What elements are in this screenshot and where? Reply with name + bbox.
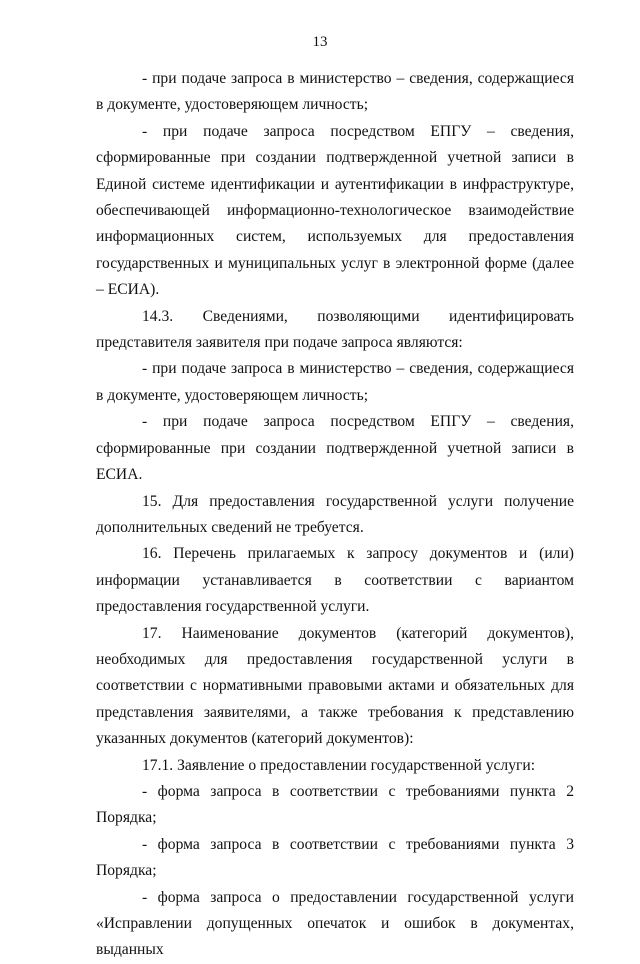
paragraph-14-3: 14.3. Сведениями, позволяющими идентифицировать представителя заявителя при подаче запроса являются: xyxy=(96,307,574,352)
paragraph-15: 15. Для предоставления государственной услуги получение дополнительных сведений не требуется. xyxy=(96,492,574,536)
paragraph-16: 16. Перечень прилагаемых к запросу документов и (или) информации устанавливается в соответствии с вариантом предоставления государственной услуги. xyxy=(96,545,574,616)
paragraph-bullet-epgu-representative: - при подаче запроса посредством ЕПГУ – сведения, сформированные при создании подтвержденной учетной записи в ЕСИА. xyxy=(96,413,574,484)
paragraph-17: 17. Наименование документов (категорий документов), необходимых для предоставления государственной услуги в соответствии с нормативными правовыми актами и обязательных для представления заявителями, а также требования к представлению указанных документов (категорий документов): xyxy=(96,624,574,748)
page-number: 13 xyxy=(312,34,328,50)
paragraph-bullet-form-point-3: - форма запроса в соответствии с требованиями пункта 3 Порядка; xyxy=(96,835,574,880)
paragraph-bullet-form-point-2: - форма запроса в соответствии с требованиями пункта 2 Порядка; xyxy=(96,782,574,827)
paragraph-bullet-epgu-esia: - при подаче запроса посредством ЕПГУ – сведения, сформированные при создании подтвержденной учетной записи в Единой системе идентификации и аутентификации в инфраструктуре, обеспечивающей информационно-технологическое взаимодействие информационных систем, используемых для предоставления государственных и муниципальных услуг в электронной форме (далее – ЕСИА). xyxy=(96,122,574,299)
document-body xyxy=(96,66,574,964)
paragraph-bullet-ministry-document-representative: - при подаче запроса в министерство – сведения, содержащиеся в документе, удостоверяющем личность; xyxy=(96,360,574,404)
paragraph-bullet-ministry-document: - при подаче запроса в министерство – сведения, содержащиеся в документе, удостоверяющем личность; xyxy=(96,70,574,114)
paragraph-bullet-correction-form: - форма запроса о предоставлении государственной услуги «Исправлении допущенных опечаток и ошибок в документах, выданных xyxy=(96,888,574,959)
paragraph-17-1: 17.1. Заявление о предоставлении государственной услуги: xyxy=(142,756,536,774)
